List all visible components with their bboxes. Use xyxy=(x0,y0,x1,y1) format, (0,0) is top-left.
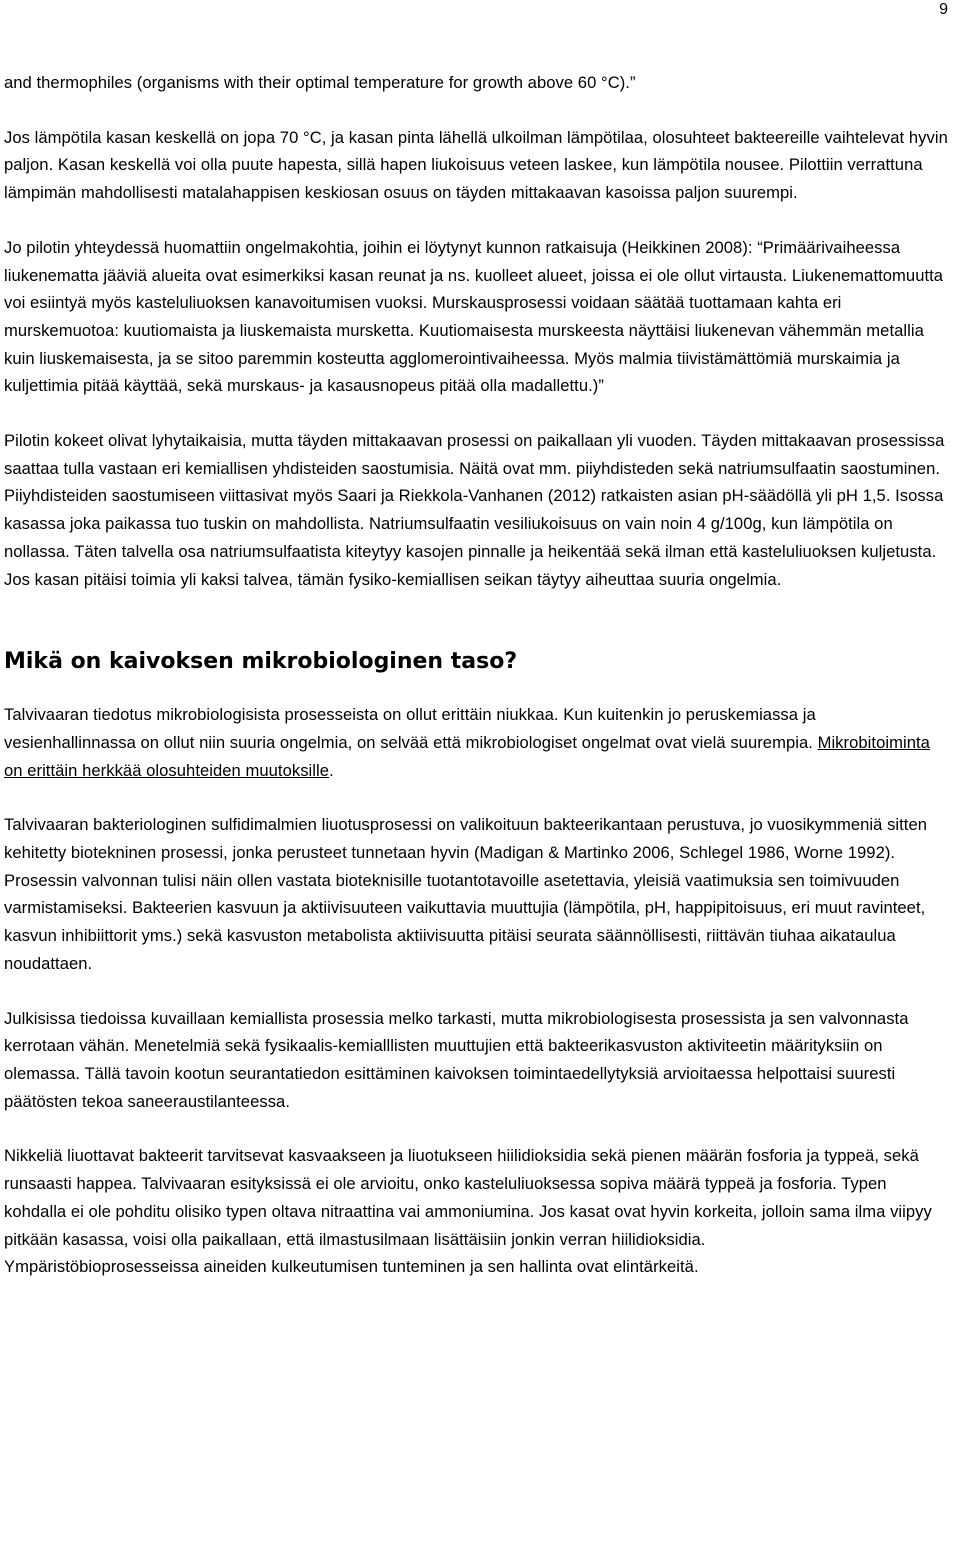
paragraph-temperature: Jos lämpötila kasan keskellä on jopa 70 °C, ja kasan pinta lähellä ulkoilman lämpötilaa, olosuhteet bakteereille vaihtelevat hyvin paljon. Kasan keskellä voi olla puute hapesta, sillä hapen liukoisuus veteen laskee, kun lämpötila nousee. Pilottiin verrattuna lämpimän mahdollisesti matalahappisen keskiosan osuus on täyden mittakaavan kasoissa paljon suurempi. xyxy=(4,127,948,203)
document-body xyxy=(4,69,949,1281)
paragraph-transport: Ympäristöbioprosesseissa aineiden kulkeutumisen tunteminen ja sen hallinta ovat elintärkeitä. xyxy=(4,1257,699,1277)
paragraph-precipitation: Pilotin kokeet olivat lyhytaikaisia, mutta täyden mittakaavan prosessi on paikallaan yli vuoden. Täyden mittakaavan prosessissa saattaa tulla vastaan eri kemiallisen yhdisteiden saostumisia. Näitä ovat mm. piiyhdisteden sekä natriumsulfaatin saostuminen. Piiyhdisteiden saostumiseen viittasivat myös Saari ja Riekkola-Vanhanen (2012) ratkaisten asian pH-säädöllä yli pH 1,5. Isossa kasassa joka paikassa tuo tuskin on mahdollista. Natriumsulfaatin vesiliukoisuus on vain noin 4 g/100g, kun lämpötila on nollassa. Täten talvella osa natriumsulfaatista kiteytyy kasojen pinnalle ja heikentää sekä ilman että kasteluliuoksen kuljetusta. Jos kasan pitäisi toimia yli kaksi talvea, tämän fysiko-kemiallisen seikan täytyy aiheuttaa suuria ongelmia. xyxy=(4,431,945,589)
paragraph-microbiology-info xyxy=(4,701,949,784)
page-number: 9 xyxy=(939,1,948,18)
paragraph-bioleaching-process: Talvivaaran bakteriologinen sulfidimalmien liuotusprosessi on valikoituun bakteerikantaan perustuva, jo vuosikymmeniä sitten kehitetty biotekninen prosessi, jonka perusteet tunnetaan hyvin (Madigan & Martinko 2006, Schlegel 1986, Worne 1992). Prosessin valvonnan tulisi näin ollen vastata bioteknisille tuotantotavoille asetettavia, yleisiä vaatimuksia sen toimivuuden varmistamiseksi. Bakteerien kasvuun ja aktiivisuuteen vaikuttavia muuttujia (lämpötila, pH, happipitoisuus, eri muut ravinteet, kasvun inhibiittorit yms.) sekä kasvuston metabolista aktiivisuutta pitäisi seurata säännöllisesti, riittävän tiuhaa aikataulua noudattaen. xyxy=(4,815,928,973)
paragraph-nutrients: Nikkeliä liuottavat bakteerit tarvitsevat kasvaakseen ja liuotukseen hiilidioksidia sekä pienen määrän fosforia ja typpeä, sekä runsaasti happea. Talvivaaran esityksissä ei ole arvioitu, onko kasteluliuoksessa sopiva määrä typpeä ja fosforia. Typen kohdalla ei ole pohditu olisiko typen oltava nitraattina vai ammoniumina. Jos kasat ovat hyvin korkeita, jolloin sama ilma viipyy pitkään kasassa, voisi olla paikallaan, että ilmastusilmaan lisättäisiin jonkin verran hiilidioksidia. xyxy=(4,1146,932,1249)
paragraph-thermophiles: and thermophiles (organisms with their optimal temperature for growth above 60 °C).” xyxy=(4,73,636,92)
section-heading: Mikä on kaivoksen mikrobiologinen taso? xyxy=(4,649,518,675)
paragraph-end: . xyxy=(329,760,334,780)
paragraph-pilot-problems: Jo pilotin yhteydessä huomattiin ongelmakohtia, joihin ei löytynyt kunnon ratkaisuja (Heikkinen 2008): “Primäärivaiheessa liukenematta jääviä alueita ovat esimerkiksi kasan reunat ja ns. kuolleet alueet, joissa ei ole ollut virtausta. Liukenemattomuutta voi esiintyä myös kasteluliuoksen kanavoitumisen vuoksi. Murskausprosessi voidaan säätää tuottamaan kahta eri murskemuotoa: kuutiomaista ja liuskemaista mursketta. Kuutiomaisesta murskeesta näyttäisi liukenevan vähemmän metallia kuin liuskemaisesta, ja se sitoo paremmin kosteutta agglomerointivaiheessa. Myös malmia tiivistämättömiä murskaimia ja kuljettimia pitää käyttää, sekä murskaus- ja kasausnopeus pitää olla madallettu.)” xyxy=(4,237,944,396)
underlined-statement: Mikrobitoiminta on erittäin herkkää olosuhteiden muutoksille xyxy=(4,732,930,780)
paragraph-public-information: Julkisissa tiedoissa kuvaillaan kemiallista prosessia melko tarkasti, mutta mikrobiologisesta prosessista ja sen valvonnasta kerrotaan vähän. Menetelmiä sekä fysikaalis-kemialllisten muuttujien että bakteerikasvuston aktiviteetin määrityksiin on olemassa. Tällä tavoin kootun seurantatiedon esittäminen kaivoksen toimintaedellytyksiä arvioitaessa helpottaisi suuresti päätösten tekoa saneeraustilanteessa. xyxy=(4,1008,909,1111)
paragraph-text: Talvivaaran tiedotus mikrobiologisista prosesseista on ollut erittäin niukkaa. Kun kuitenkin jo peruskemiassa ja vesienhallinnassa on ollut niin suuria ongelmia, on selvää että mikrobiologiset ongelmat ovat vielä suurempia. xyxy=(4,705,818,752)
